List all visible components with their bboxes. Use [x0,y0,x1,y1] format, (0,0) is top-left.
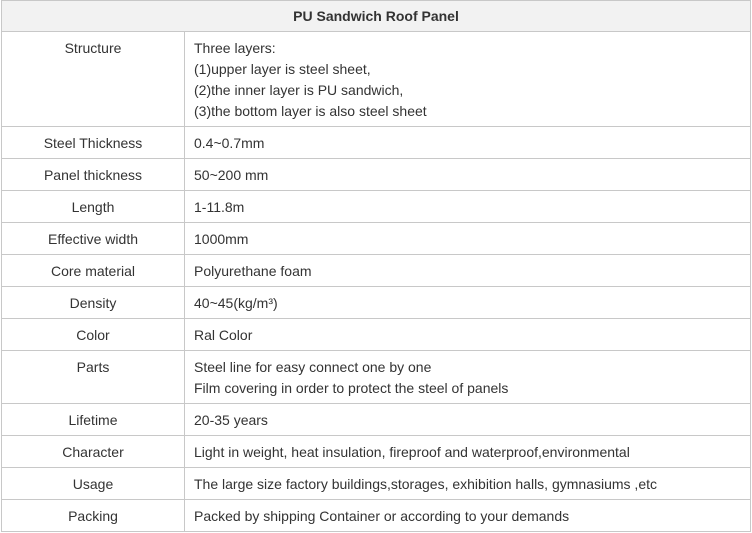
table-row [2,500,751,532]
row-label: Effective width [2,223,185,255]
row-value [185,436,751,468]
row-label: Packing [2,500,185,532]
row-value [185,287,751,319]
value-line: Polyurethane foam [194,263,312,279]
value-line: Ral Color [194,327,253,343]
value-line: Film covering in order to protect the steel of panels [194,380,509,396]
table-row [2,351,751,404]
row-value [185,319,751,351]
table-header-row [2,1,751,32]
value-line: 1000mm [194,231,249,247]
row-value [185,255,751,287]
row-value [185,351,751,404]
row-label: Length [2,191,185,223]
table-row [2,468,751,500]
value-line: 40~45(kg/m³) [194,295,278,311]
row-label: Lifetime [2,404,185,436]
table-row [2,159,751,191]
table-row [2,255,751,287]
table-row [2,287,751,319]
row-label: Structure [2,32,185,127]
row-label: Core material [2,255,185,287]
value-line: 0.4~0.7mm [194,135,265,151]
row-value [185,127,751,159]
row-label: Character [2,436,185,468]
value-line: Steel line for easy connect one by one [194,359,432,375]
row-label: Panel thickness [2,159,185,191]
value-line: The large size factory buildings,storages, exhibition halls, gymnasiums ,etc [194,476,657,492]
row-value [185,468,751,500]
spec-table [1,0,751,532]
table-row [2,436,751,468]
value-line: 1-11.8m [194,199,245,215]
row-label: Color [2,319,185,351]
value-line: (1)upper layer is steel sheet, [194,61,371,77]
row-value [185,404,751,436]
table-row [2,404,751,436]
table-title: PU Sandwich Roof Panel [2,1,751,32]
table-row [2,32,751,127]
value-line: (3)the bottom layer is also steel sheet [194,103,427,119]
value-line: 20-35 years [194,412,268,428]
value-line: Three layers: [194,40,276,56]
value-line: 50~200 mm [194,167,269,183]
value-line: Light in weight, heat insulation, fireproof and waterproof,environmental [194,444,630,460]
row-value [185,159,751,191]
row-value [185,223,751,255]
value-line: (2)the inner layer is PU sandwich, [194,82,404,98]
row-value [185,191,751,223]
row-value [185,500,751,532]
row-label: Steel Thickness [2,127,185,159]
row-label: Parts [2,351,185,404]
row-label: Density [2,287,185,319]
row-value [185,32,751,127]
table-row [2,223,751,255]
row-label: Usage [2,468,185,500]
value-line: Packed by shipping Container or according to your demands [194,508,570,524]
table-row [2,319,751,351]
table-row [2,191,751,223]
table-row [2,127,751,159]
